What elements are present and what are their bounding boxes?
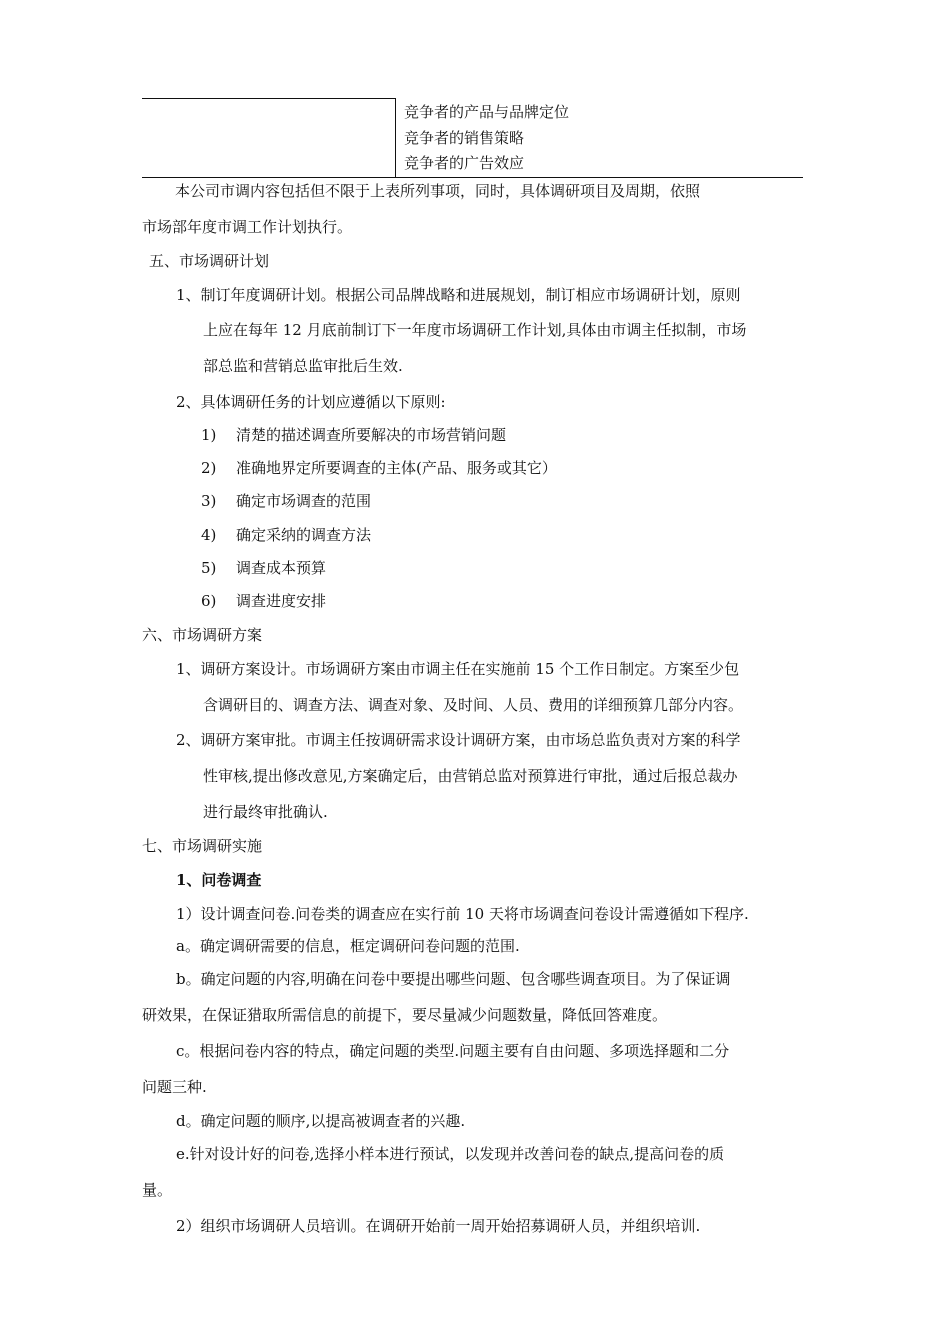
principle-number: 6) xyxy=(201,592,217,610)
table-row: 竞争者的广告效应 xyxy=(404,154,525,172)
principle-text: 调查成本预算 xyxy=(236,559,327,577)
table-top-border xyxy=(142,98,395,99)
questionnaire-step-a: a。确定调研需要的信息，框定调研问卷问题的范围. xyxy=(176,937,520,955)
section-6-item-2-line-2: 性审核,提出修改意见,方案确定后，由营销总监对预算进行审批，通过后报总裁办 xyxy=(203,767,738,785)
table-cell-competitor-items xyxy=(404,100,569,177)
table-column-divider xyxy=(395,98,396,177)
principle-item xyxy=(201,591,326,611)
section-5-item-2: 2、具体调研任务的计划应遵循以下原则: xyxy=(176,393,446,411)
section-6-item-1-line-1: 1、调研方案设计。市场调研方案由市调主任在实施前 15 个工作日制定。方案至少包 xyxy=(176,660,740,678)
principle-number: 2) xyxy=(201,459,217,477)
section-6-item-2-line-1: 2、调研方案审批。市调主任按调研需求设计调研方案，由市场总监负责对方案的科学 xyxy=(176,731,741,749)
principle-item xyxy=(201,525,371,545)
competitor-table xyxy=(142,98,803,178)
section-5-item-1-line-2: 上应在每年 12 月底前制订下一年度市场调研工作计划,具体由市调主任拟制，市场 xyxy=(203,321,747,339)
questionnaire-step-e-line-1: e.针对设计好的问卷,选择小样本进行预试，以发现并改善问卷的缺点,提高问卷的质 xyxy=(176,1145,725,1163)
principle-text: 确定采纳的调查方法 xyxy=(236,526,372,544)
subsection-heading-questionnaire: 1、问卷调查 xyxy=(176,871,262,889)
questionnaire-step-b-line-1: b。确定问题的内容,明确在问卷中要提出哪些问题、包含哪些调查项目。为了保证调 xyxy=(176,970,731,988)
principle-text: 清楚的描述调查所要解决的市场营销问题 xyxy=(236,426,507,444)
questionnaire-step-2: 2）组织市场调研人员培训。在调研开始前一周开始招募调研人员，并组织培训. xyxy=(176,1217,701,1235)
principle-number: 3) xyxy=(201,492,217,510)
principle-item xyxy=(201,558,326,578)
section-5-item-1-line-3: 部总监和营销总监审批后生效. xyxy=(203,357,403,375)
principle-item xyxy=(201,458,557,478)
intro-paragraph-line-1: 本公司市调内容包括但不限于上表所列事项，同时，具体调研项目及周期，依照 xyxy=(175,182,701,200)
table-row: 竞争者的产品与品牌定位 xyxy=(404,103,570,121)
principle-number: 1) xyxy=(201,426,217,444)
principle-item xyxy=(201,425,506,445)
questionnaire-step-b-line-2: 研效果，在保证猎取所需信息的前提下，要尽量减少问题数量，降低回答难度。 xyxy=(142,1006,668,1024)
principle-text: 准确地界定所要调查的主体(产品、服务或其它） xyxy=(236,459,557,477)
section-heading-5: 五、市场调研计划 xyxy=(149,252,270,270)
intro-paragraph-line-2: 市场部年度市调工作计划执行。 xyxy=(142,218,353,236)
section-heading-6: 六、市场调研方案 xyxy=(142,626,263,644)
principle-number: 4) xyxy=(201,526,217,544)
section-5-item-1-line-1: 1、制订年度调研计划。根据公司品牌战略和进展规划，制订相应市场调研计划，原则 xyxy=(176,286,741,304)
questionnaire-step-d: d。确定问题的顺序,以提高被调查者的兴趣. xyxy=(176,1112,466,1130)
principle-number: 5) xyxy=(201,559,217,577)
questionnaire-step-e-line-2: 量。 xyxy=(142,1181,173,1199)
section-6-item-2-line-3: 进行最终审批确认. xyxy=(203,803,328,821)
questionnaire-step-c-line-2: 问题三种. xyxy=(142,1078,207,1096)
questionnaire-step-1: 1）设计调查问卷.问卷类的调查应在实行前 10 天将市场调查问卷设计需遵循如下程序. xyxy=(176,905,749,923)
principle-text: 确定市场调查的范围 xyxy=(236,492,372,510)
questionnaire-step-c-line-1: c。根据问卷内容的特点，确定问题的类型.问题主要有自由问题、多项选择题和二分 xyxy=(176,1042,730,1060)
table-row: 竞争者的销售策略 xyxy=(404,128,525,147)
section-6-item-1-line-2: 含调研目的、调查方法、调查对象、及时间、人员、费用的详细预算几部分内容。 xyxy=(203,696,744,714)
principle-item xyxy=(201,491,371,511)
principle-text: 调查进度安排 xyxy=(236,592,327,610)
table-bottom-border xyxy=(142,177,803,178)
section-heading-7: 七、市场调研实施 xyxy=(142,837,263,855)
